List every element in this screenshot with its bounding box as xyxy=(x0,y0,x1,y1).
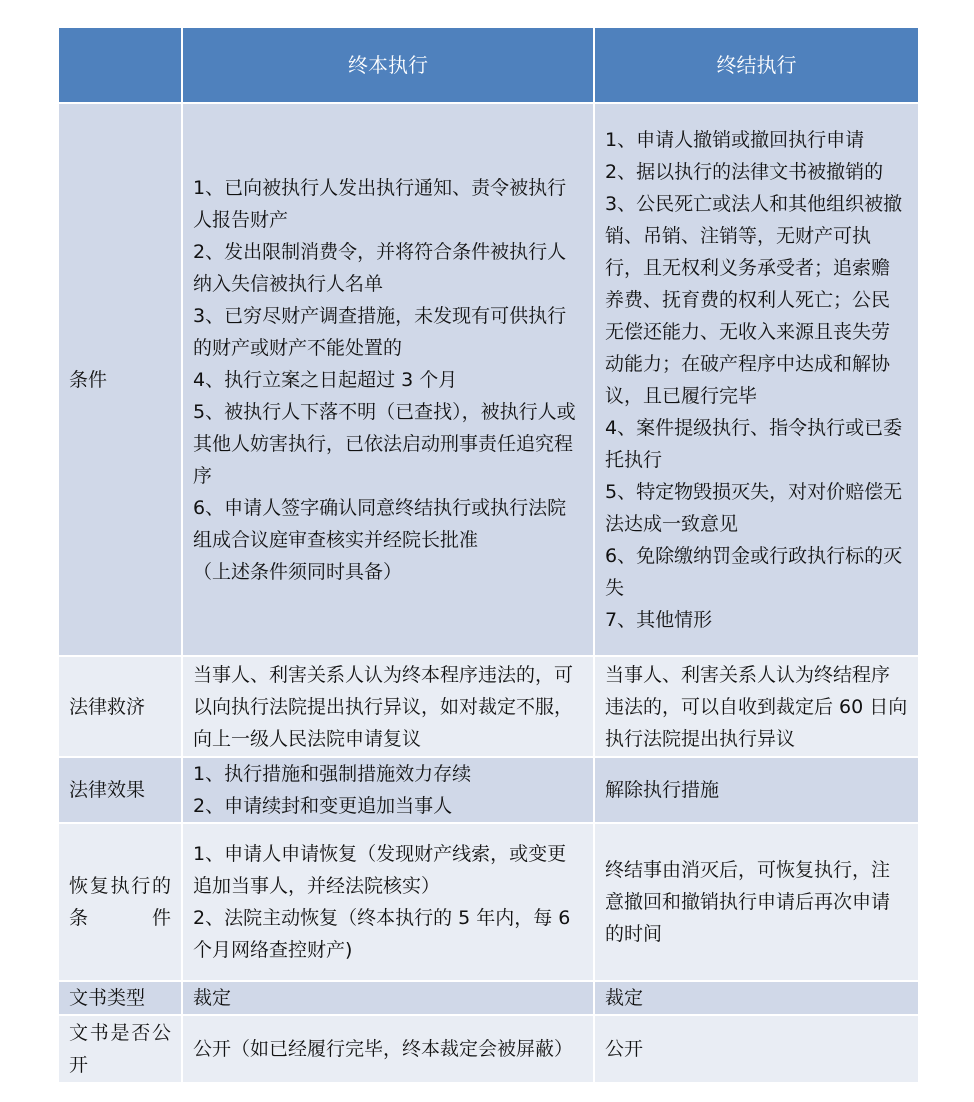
conditions-zhongben-item: 2、发出限制消费令，并将符合条件被执行人纳入失信被执行人名单 xyxy=(193,240,567,295)
row-doctype xyxy=(58,981,919,1015)
effect-zhongben-cell xyxy=(182,757,594,823)
row-public xyxy=(58,1015,919,1083)
comparison-table-container xyxy=(57,26,918,1084)
conditions-zhongjie-item: 7、其他情形 xyxy=(605,608,713,631)
row-label-conditions: 条件 xyxy=(58,103,182,656)
header-zhongben: 终本执行 xyxy=(182,27,594,103)
resume-zhongjie-cell: 终结事由消灭后，可恢复执行，注意撤回和撤销执行申请后再次申请的时间 xyxy=(594,823,919,981)
conditions-zhongben-item: 1、已向被执行人发出执行通知、责令被执行人报告财产 xyxy=(193,176,567,231)
public-zhongben-cell: 公开（如已经履行完毕，终本裁定会被屏蔽） xyxy=(182,1015,594,1083)
row-label-doctype: 文书类型 xyxy=(58,981,182,1015)
row-conditions xyxy=(58,103,919,656)
public-zhongjie-cell: 公开 xyxy=(594,1015,919,1083)
conditions-zhongjie-item: 2、据以执行的法律文书被撤销的 xyxy=(605,160,884,183)
effect-zhongben-item: 2、申请续封和变更追加当事人 xyxy=(193,795,453,817)
conditions-zhongben-note: （上述条件须同时具备） xyxy=(193,560,403,583)
header-zhongjie: 终结执行 xyxy=(594,27,919,103)
doctype-zhongjie-cell: 裁定 xyxy=(594,981,919,1015)
effect-zhongben-item: 1、执行措施和强制措施效力存续 xyxy=(193,763,472,785)
row-label-resume: 恢复执行的条件 xyxy=(58,823,182,981)
conditions-zhongben-item: 3、已穷尽财产调查措施，未发现有可供执行的财产或财产不能处置的 xyxy=(193,304,567,359)
resume-zhongben-item: 1、申请人申请恢复（发现财产线索，或变更追加当事人，并经法院核实） xyxy=(193,843,567,897)
row-effect xyxy=(58,757,919,823)
doctype-zhongben-cell: 裁定 xyxy=(182,981,594,1015)
row-label-remedy: 法律救济 xyxy=(58,656,182,757)
conditions-zhongjie-item: 1、申请人撤销或撤回执行申请 xyxy=(605,128,865,151)
effect-zhongjie-cell: 解除执行措施 xyxy=(594,757,919,823)
row-remedy xyxy=(58,656,919,757)
header-empty-cell xyxy=(58,27,182,103)
resume-zhongben-cell xyxy=(182,823,594,981)
resume-zhongben-item: 2、法院主动恢复（终本执行的 5 年内，每 6 个月网络查控财产) xyxy=(193,907,571,961)
header-row xyxy=(58,27,919,103)
conditions-zhongjie-item: 4、案件提级执行、指令执行或已委托执行 xyxy=(605,416,903,471)
remedy-zhongjie-cell: 当事人、利害关系人认为终结程序违法的，可以自收到裁定后 60 日向执行法院提出执行异议 xyxy=(594,656,919,757)
comparison-table xyxy=(57,26,920,1084)
remedy-zhongben-cell: 当事人、利害关系人认为终本程序违法的，可以向执行法院提出执行异议，如对裁定不服，向上一级人民法院申请复议 xyxy=(182,656,594,757)
conditions-zhongben-item: 4、执行立案之日起超过 3 个月 xyxy=(193,368,458,391)
conditions-zhongben-item: 6、申请人签字确认同意终结执行或执行法院组成合议庭审查核实并经院长批准 xyxy=(193,496,567,551)
conditions-zhongjie-item: 3、公民死亡或法人和其他组织被撤销、吊销、注销等，无财产可执行，且无权利义务承受者；追索赡养费、抚育费的权利人死亡；公民无偿还能力、无收入来源且丧失劳动能力；在破产程序中达成和解协议，且已履行完毕 xyxy=(605,192,903,407)
row-resume xyxy=(58,823,919,981)
conditions-zhongben-item: 5、被执行人下落不明（已查找），被执行人或其他人妨害执行，已依法启动刑事责任追究程序 xyxy=(193,400,576,487)
row-label-effect: 法律效果 xyxy=(58,757,182,823)
conditions-zhongben-cell xyxy=(182,103,594,656)
row-label-public: 文书是否公开 xyxy=(58,1015,182,1083)
conditions-zhongjie-cell xyxy=(594,103,919,656)
conditions-zhongjie-item: 5、特定物毁损灭失，对对价赔偿无法达成一致意见 xyxy=(605,480,903,535)
conditions-zhongjie-item: 6、免除缴纳罚金或行政执行标的灭失 xyxy=(605,544,903,599)
